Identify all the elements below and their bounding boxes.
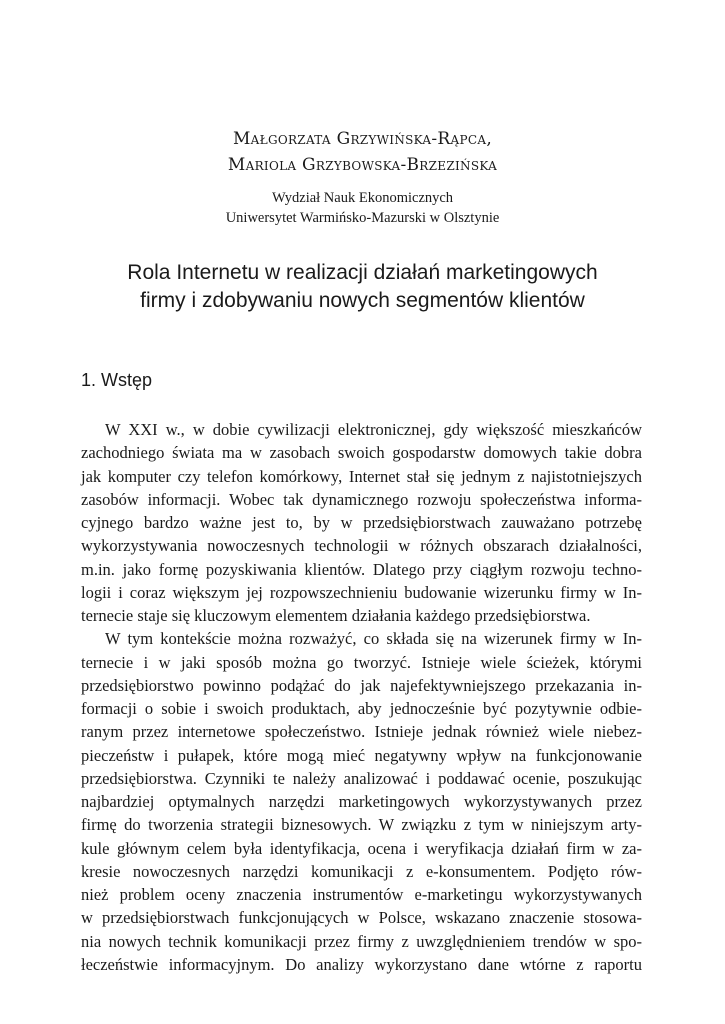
paragraph-line: w przedsiębiorstwach funkcjonujących w Polsce, wskazano znaczenie stosowa- (81, 908, 642, 928)
paragraph-line: kresie nowoczesnych narzędzi komunikacji z e-konsumentem. Podjęto rów- (81, 861, 642, 881)
section-heading: 1. Wstęp (81, 370, 153, 390)
paragraph-line: firmę do tworzenia strategii biznesowych. W związku z tym w niniejszym arty- (81, 815, 642, 835)
author-name: Mariola Grzybowska-Brzezińska (227, 155, 498, 175)
affiliation-block (0, 188, 725, 228)
paragraph-line: przedsiębiorstwa. Czynniki te należy analizować i poddawać ocenie, poszukując (81, 768, 642, 788)
author-block (0, 126, 725, 178)
title-line: Rola Internetu w realizacji działań marketingowych (127, 261, 598, 284)
paragraph-line: zachodniego świata ma w zasobach swoich gospodarstw domowych takie dobra (81, 443, 642, 463)
paragraph-line: wykorzystywania nowoczesnych technologii w różnych obszarach działalności, (81, 536, 642, 556)
paragraph-line: m.in. jako formę pozyskiwania klientów. Dlatego przy ciągłym rozwoju techno- (81, 559, 642, 579)
paragraph-line: ternecie staje się kluczowym elementem działania każdego przedsiębiorstwa. (81, 606, 591, 625)
paragraph-line: cyjnego bardzo ważne jest to, by w przedsiębiorstwach zauważano potrzebę (81, 513, 642, 532)
paragraph-line: nież problem oceny znaczenia instrumentów e-marketingu wykorzystywanych (81, 885, 642, 904)
author-name: Małgorzata Grzywińska-Rąpca, (232, 129, 493, 149)
paragraph-line: łeczeństwie informacyjnym. Do analizy wykorzystano dane wtórne z raportu (81, 954, 642, 974)
paragraph-line: W tym kontekście można rozważyć, co składa się na wizerunek firmy w In- (105, 629, 642, 649)
paragraph-line: logii i coraz większym jej rozpowszechnieniu budowanie wizerunku firmy w In- (81, 582, 642, 602)
affiliation-line: Uniwersytet Warmińsko-Mazurski w Olsztynie (225, 210, 500, 226)
title-line: firmy i zdobywaniu nowych segmentów klientów (140, 289, 585, 312)
paragraph-line: nia nowych technik komunikacji przez firmy z uwzględnieniem trendów w spo- (81, 931, 642, 951)
affiliation-line: Wydział Nauk Ekonomicznych (271, 190, 454, 206)
paragraph-line: W XXI w., w dobie cywilizacji elektronicznej, gdy większość mieszkańców (105, 420, 642, 439)
paragraph-line: pieczeństw i pułapek, które mogą mieć negatywny wpływ na funkcjonowanie (81, 745, 642, 765)
body-text (81, 418, 642, 976)
paragraph-line: formacji o sobie i swoich produktach, aby jednocześnie być pozytywnie odbie- (81, 699, 642, 718)
paragraph-line: zasobów informacji. Wobec tak dynamicznego rozwoju społeczeństwa informa- (81, 489, 642, 509)
paragraph-line: jak komputer czy telefon komórkowy, Internet stał się jednym z najistotniejszych (81, 466, 642, 486)
article-title (0, 259, 725, 315)
paragraph-line: przedsiębiorstwo powinno podążać do jak najefektywniejszego przekazania in- (81, 675, 642, 695)
paragraph-line: najbardziej optymalnych narzędzi marketingowych wykorzystywanych przez (81, 792, 642, 811)
paragraph-line: ranym przez internetowe społeczeństwo. Istnieje jednak również wiele niebez- (81, 722, 642, 742)
paragraph-line: ternecie i w jaki sposób można go tworzyć. Istnieje wiele ścieżek, którymi (81, 652, 642, 672)
paragraph-line: kule głównym celem była identyfikacja, ocena i weryfikacja działań firm w za- (81, 838, 642, 858)
